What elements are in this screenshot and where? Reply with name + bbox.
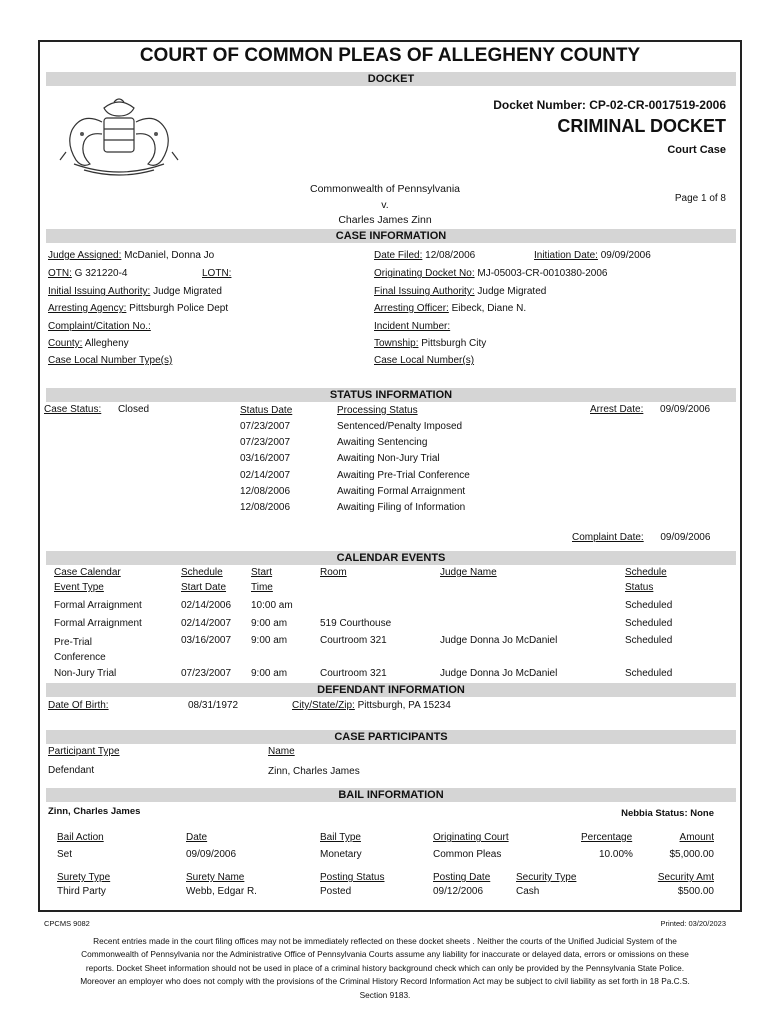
nebbia-status: Nebbia Status: None — [621, 808, 714, 819]
case-local-numbers: Case Local Number(s) — [374, 355, 475, 366]
bail-type-header: Bail Type — [320, 832, 361, 843]
bail-action: Set — [57, 849, 73, 860]
case-status: Case Status: Closed — [44, 404, 150, 415]
surety-type-header: Surety Type — [57, 872, 111, 883]
participant-type: Defendant — [48, 765, 95, 776]
calendar-row-judge: Judge Donna Jo McDaniel — [440, 635, 558, 646]
arresting-officer: Arresting Officer: Eibeck, Diane N. — [374, 303, 527, 314]
calendar-header-start1: Start — [251, 567, 273, 578]
posting-status: Posted — [320, 886, 352, 897]
case-participants-bar: CASE PARTICIPANTS — [46, 730, 736, 744]
initiation-date: Initiation Date: 09/09/2006 — [534, 250, 651, 261]
originating-docket: Originating Docket No: MJ-05003-CR-0010380-2006 — [374, 268, 608, 279]
case-kind: Court Case — [667, 144, 726, 156]
calendar-row-type: Formal Arraignment — [54, 600, 142, 611]
lotn: LOTN: — [202, 268, 232, 279]
final-issuing-authority: Final Issuing Authority: Judge Migrated — [374, 286, 547, 297]
bail-action-header: Bail Action — [57, 832, 104, 843]
participant-name-header: Name — [268, 746, 295, 757]
pennsylvania-seal-icon — [54, 94, 184, 182]
docket-bar: DOCKET — [46, 72, 736, 86]
posting-status-header: Posting Status — [320, 872, 385, 883]
bail-information-bar: BAIL INFORMATION — [46, 788, 736, 802]
caption-line3: Charles James Zinn — [338, 214, 432, 226]
calendar-row-type: Formal Arraignment — [54, 618, 142, 629]
complaint-date: Complaint Date: 09/09/2006 — [572, 532, 711, 543]
initial-issuing-authority: Initial Issuing Authority: Judge Migrated — [48, 286, 222, 297]
calendar-header-room: Room — [320, 567, 347, 578]
calendar-row-time: 9:00 am — [251, 635, 288, 646]
printed-date: Printed: 03/20/2023 — [660, 919, 726, 928]
calendar-row-date: 02/14/2007 — [181, 618, 232, 629]
bail-date-header: Date — [186, 832, 208, 843]
calendar-row-room: Courtroom 321 — [320, 668, 387, 679]
security-type-header: Security Type — [516, 872, 577, 883]
calendar-row-date: 02/14/2006 — [181, 600, 232, 611]
township: Township: Pittsburgh City — [374, 338, 487, 349]
county: County: Allegheny — [48, 338, 129, 349]
security-amt-header: Security Amt — [657, 872, 714, 883]
bail-amount: $5,000.00 — [669, 849, 714, 860]
calendar-row-type: Pre-Trial — [54, 637, 92, 648]
status-row-date: 03/16/2007 — [240, 453, 291, 464]
calendar-row-status: Scheduled — [625, 618, 673, 629]
calendar-header-judge: Judge Name — [440, 567, 497, 578]
status-row-status: Sentenced/Penalty Imposed — [337, 421, 463, 432]
judge-assigned: Judge Assigned: McDaniel, Donna Jo — [48, 250, 215, 261]
form-id: CPCMS 9082 — [44, 919, 90, 928]
status-row-date: 07/23/2007 — [240, 421, 291, 432]
calendar-row-date: 07/23/2007 — [181, 668, 232, 679]
calendar-row-status: Scheduled — [625, 635, 673, 646]
court-title: COURT OF COMMON PLEAS OF ALLEGHENY COUNTY — [139, 45, 641, 66]
originating-court: Common Pleas — [433, 849, 502, 860]
incident-number-label: Incident Number: — [374, 321, 451, 332]
otn: OTN: G 321220-4 — [48, 268, 128, 279]
calendar-row-status: Scheduled — [625, 600, 673, 611]
amount-header: Amount — [679, 832, 714, 843]
complaint-citation-label: Complaint/Citation No.: — [48, 321, 151, 332]
caption-line2: v. — [381, 199, 389, 211]
city-state-zip: City/State/Zip: Pittsburgh, PA 15234 — [292, 700, 451, 711]
disclaimer: Recent entries made in the court filing offices may not be immediately reflected on these docket sheets . Neither the courts of the Unified Judicial System of the Commonwealth of Pennsylvania nor the Administrative Office of Pennsylvania Courts assume any liability for inaccurate or delayed data, errors or omissions on these reports. Docket Sheet information should not be used in place of a criminal history background check which can only be provided by the Pennsylvania State Police. Moreover an employer who does not comply with the provisions of the Criminal History Record Information Act may be subject to civil liability as set forth in 18 Pa.C.S. Section 9183. — [80, 936, 690, 1000]
processing-status-header: Processing Status — [337, 405, 418, 416]
calendar-row-time: 9:00 am — [251, 618, 288, 629]
bail-percentage: 10.00% — [599, 849, 633, 860]
surety-type: Third Party — [57, 886, 106, 897]
calendar-header-status1: Schedule — [625, 567, 667, 578]
status-row-date: 07/23/2007 — [240, 437, 291, 448]
calendar-row-room: 519 Courthouse — [320, 618, 392, 629]
arrest-date: Arrest Date: 09/09/2006 — [590, 404, 711, 415]
status-row-date: 02/14/2007 — [240, 470, 291, 481]
status-row-status: Awaiting Filing of Information — [337, 502, 466, 513]
bail-defendant-name: Zinn, Charles James — [48, 806, 141, 817]
date-filed: Date Filed: 12/08/2006 — [374, 250, 476, 261]
surety-name: Webb, Edgar R. — [186, 886, 257, 897]
docket-type: CRIMINAL DOCKET — [557, 116, 726, 136]
arresting-agency: Arresting Agency: Pittsburgh Police Dept — [48, 303, 229, 314]
case-local-number-type: Case Local Number Type(s) — [48, 355, 173, 366]
calendar-header-type2: Event Type — [54, 582, 104, 593]
calendar-row-status: Scheduled — [625, 668, 673, 679]
bail-date: 09/09/2006 — [186, 849, 237, 860]
calendar-row-room: Courtroom 321 — [320, 635, 387, 646]
surety-name-header: Surety Name — [186, 872, 245, 883]
status-row-status: Awaiting Sentencing — [337, 437, 428, 448]
calendar-header-start2: Time — [251, 582, 273, 593]
participant-type-header: Participant Type — [48, 746, 120, 757]
status-row-date: 12/08/2006 — [240, 486, 291, 497]
caption-line1: Commonwealth of Pennsylvania — [310, 183, 460, 195]
bail-type: Monetary — [320, 849, 362, 860]
case-information-bar: CASE INFORMATION — [46, 229, 736, 243]
originating-court-header: Originating Court — [433, 832, 509, 843]
calendar-row-judge: Judge Donna Jo McDaniel — [440, 668, 558, 679]
calendar-header-sched1: Schedule — [181, 567, 223, 578]
calendar-row-type: Non-Jury Trial — [54, 668, 117, 679]
status-row-status: Awaiting Formal Arraignment — [337, 486, 466, 497]
calendar-header-status2: Status — [625, 582, 654, 593]
percentage-header: Percentage — [581, 832, 633, 843]
calendar-header-type1: Case Calendar — [54, 567, 121, 578]
security-type: Cash — [516, 886, 540, 897]
calendar-header-sched2: Start Date — [181, 582, 227, 593]
docket-number: Docket Number: CP-02-CR-0017519-2006 — [493, 98, 726, 112]
security-amt: $500.00 — [677, 886, 714, 897]
posting-date-header: Posting Date — [433, 872, 491, 883]
calendar-row-type-cont: Conference — [54, 652, 106, 663]
defendant-information-bar: DEFENDANT INFORMATION — [46, 683, 736, 697]
calendar-row-time: 10:00 am — [251, 600, 293, 611]
status-date-header: Status Date — [240, 405, 293, 416]
page-label: Page 1 of 8 — [674, 193, 726, 204]
status-information-bar: STATUS INFORMATION — [46, 388, 736, 402]
status-row-status: Awaiting Non-Jury Trial — [337, 453, 440, 464]
dob-label: Date Of Birth: — [48, 700, 109, 711]
status-row-date: 12/08/2006 — [240, 502, 291, 513]
status-row-status: Awaiting Pre-Trial Conference — [337, 470, 470, 481]
participant-name: Zinn, Charles James — [268, 766, 360, 777]
dob-value: 08/31/1972 — [188, 700, 239, 711]
calendar-row-time: 9:00 am — [251, 668, 288, 679]
calendar-row-date: 03/16/2007 — [181, 635, 232, 646]
calendar-events-bar: CALENDAR EVENTS — [46, 551, 736, 565]
docket-page — [38, 40, 742, 912]
posting-date: 09/12/2006 — [433, 886, 484, 897]
